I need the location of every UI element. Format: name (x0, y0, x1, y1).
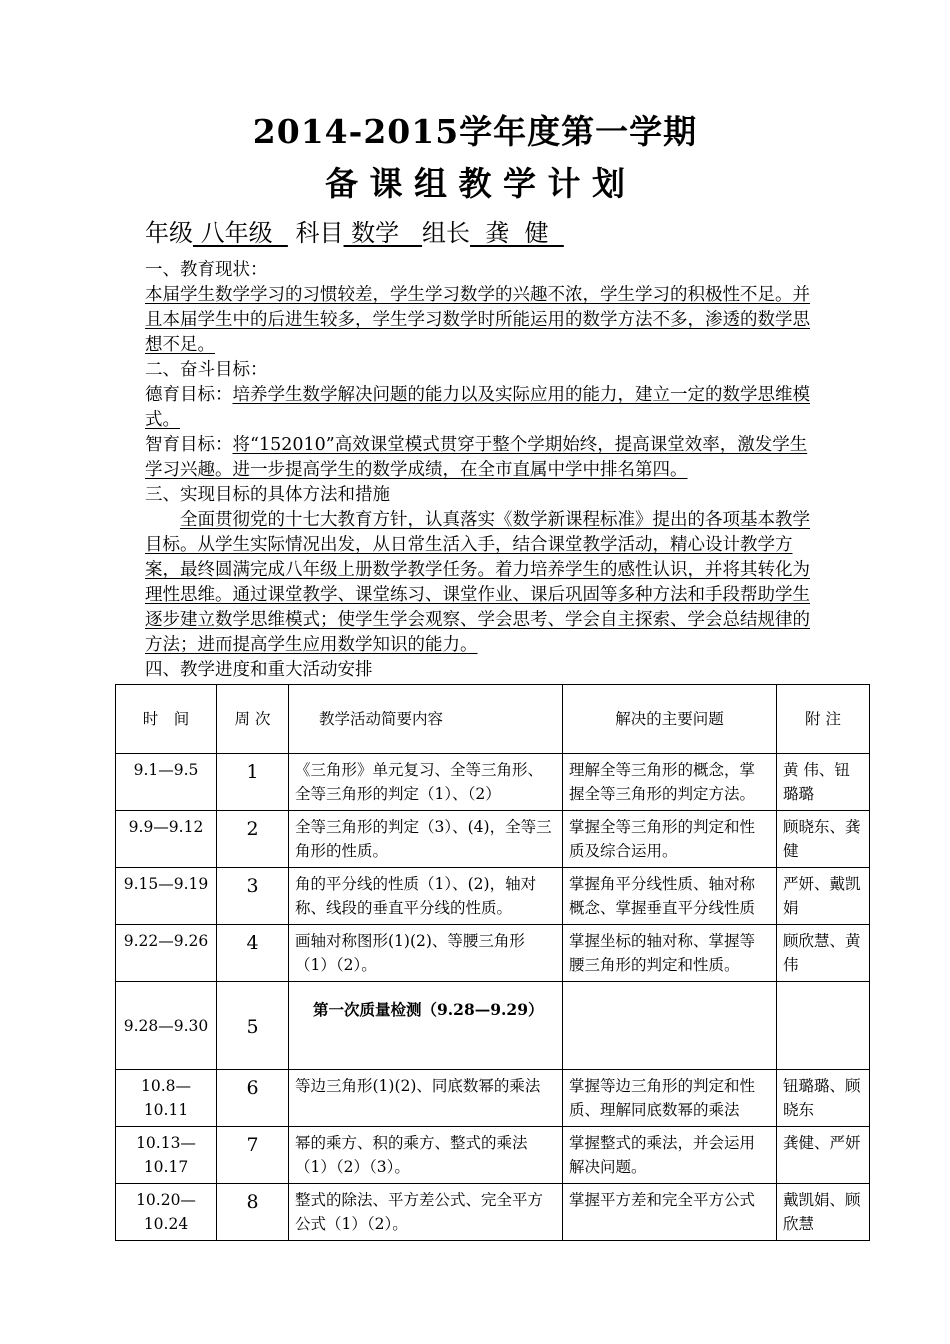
table-header-row (116, 685, 870, 754)
row-problem: 掌握等边三角形的判定和性质、理解同底数幂的乘法 (563, 1070, 777, 1127)
row-week: 2 (217, 811, 289, 868)
section-1-heading: 一、教育现状： (145, 260, 268, 280)
header-week: 周 次 (217, 685, 289, 754)
intel-goal-text: 将“152010”高效课堂模式贯穿于整个学期始终，提高课堂效率，激发学生学习兴趣。进一步提高学生的数学成绩，在全市直属中学中排名第四。 (145, 435, 808, 480)
leader-label: 组长 (422, 219, 471, 247)
table-row (116, 1184, 870, 1241)
section-3-heading: 三、实现目标的具体方法和措施 (145, 485, 390, 505)
document-subtitle: 备 课 组 教 学 计 划 (325, 164, 625, 203)
row-note (777, 982, 870, 1070)
row-note: 严妍、戴凯娟 (777, 868, 870, 925)
row-time: 10.20—10.24 (116, 1184, 217, 1241)
row-time: 10.13—10.17 (116, 1127, 217, 1184)
section-1-text: 本届学生数学学习的习惯较差，学生学习数学的兴趣不浓，学生学习的积极性不足。并且本届学生中的后进生较多，学生学习数学时所能运用的数学方法不多，渗透的数学思想不足。 (145, 285, 810, 355)
row-note: 钮璐璐、顾晓东 (777, 1070, 870, 1127)
row-content: 幂的乘方、积的乘方、整式的乘法（1）（2）（3）。 (289, 1127, 563, 1184)
table-row (116, 754, 870, 811)
document-title: 2014-2015学年度第一学期 (252, 112, 698, 151)
row-time: 9.15—9.19 (116, 868, 217, 925)
section-2 (145, 358, 810, 483)
row-problem (563, 982, 777, 1070)
header-time: 时 间 (116, 685, 217, 754)
row-week: 1 (217, 754, 289, 811)
row-time: 9.9—9.12 (116, 811, 217, 868)
row-content: 第一次质量检测（9.28—9.29） (289, 982, 563, 1070)
meta-line (145, 213, 564, 248)
row-content: 画轴对称图形(1)(2)、等腰三角形（1）（2）。 (289, 925, 563, 982)
moral-goal-label: 德育目标： (145, 385, 233, 405)
table-row (116, 1127, 870, 1184)
row-note: 戴凯娟、顾欣慧 (777, 1184, 870, 1241)
row-content: 等边三角形(1)(2)、同底数幂的乘法 (289, 1070, 563, 1127)
moral-goal-text: 培养学生数学解决问题的能力以及实际应用的能力，建立一定的数学思维模式。 (145, 385, 810, 430)
subject-label: 科目 (295, 219, 344, 247)
row-content: 整式的除法、平方差公式、完全平方公式（1）（2）。 (289, 1184, 563, 1241)
row-time: 9.28—9.30 (116, 982, 217, 1070)
table-row (116, 982, 870, 1070)
table-row (116, 925, 870, 982)
intel-goal (145, 433, 810, 483)
row-week: 5 (217, 982, 289, 1070)
row-week: 4 (217, 925, 289, 982)
table-row (116, 1070, 870, 1127)
header-problem: 解决的主要问题 (563, 685, 777, 754)
table-row (116, 868, 870, 925)
row-problem: 掌握角平分线性质、轴对称概念、掌握垂直平分线性质 (563, 868, 777, 925)
row-note: 顾晓东、龚健 (777, 811, 870, 868)
row-problem: 掌握全等三角形的判定和性质及综合运用。 (563, 811, 777, 868)
row-week: 3 (217, 868, 289, 925)
leader-value: 龚 健 (470, 219, 564, 247)
section-2-heading: 二、奋斗目标： (145, 360, 268, 380)
subject-value: 数学 (343, 219, 423, 247)
intel-goal-label: 智育目标： (145, 435, 233, 455)
row-content: 全等三角形的判定（3）、(4)，全等三角形的性质。 (289, 811, 563, 868)
section-1 (145, 258, 810, 358)
row-problem: 理解全等三角形的概念，掌握全等三角形的判定方法。 (563, 754, 777, 811)
row-week: 7 (217, 1127, 289, 1184)
row-time: 9.1—9.5 (116, 754, 217, 811)
row-content: 角的平分线的性质（1）、(2)，轴对称、线段的垂直平分线的性质。 (289, 868, 563, 925)
row-week: 6 (217, 1070, 289, 1127)
row-note: 龚健、严妍 (777, 1127, 870, 1184)
schedule-table (115, 684, 870, 1241)
row-problem: 掌握平方差和完全平方公式 (563, 1184, 777, 1241)
section-3 (145, 483, 810, 658)
row-note: 顾欣慧、黄伟 (777, 925, 870, 982)
row-time: 10.8—10.11 (116, 1070, 217, 1127)
moral-goal (145, 383, 810, 433)
grade-label: 年级 (145, 219, 193, 247)
section-4-heading: 四、教学进度和重大活动安排 (145, 660, 373, 680)
header-content: 教学活动简要内容 (289, 685, 563, 754)
row-content: 《三角形》单元复习、全等三角形、全等三角形的判定（1）、（2） (289, 754, 563, 811)
header-note: 附 注 (777, 685, 870, 754)
row-problem: 掌握坐标的轴对称、掌握等腰三角形的判定和性质。 (563, 925, 777, 982)
row-note: 黄 伟、钮璐璐 (777, 754, 870, 811)
grade-value: 八年级 (193, 219, 288, 247)
row-time: 9.22—9.26 (116, 925, 217, 982)
section-3-text: 全面贯彻党的十七大教育方针，认真落实《数学新课程标准》提出的各项基本教学目标。从学生实际情况出发，从日常生活入手，结合课堂教学活动，精心设计教学方案，最终圆满完成八年级上册数学教学任务。着力培养学生的感性认识，并将其转化为理性思维。通过课堂教学、课堂练习、课堂作业、课后巩固等多种方法和手段帮助学生逐步建立数学思维模式；使学生学会观察、学会思考、学会自主探索、学会总结规律的方法；进而提高学生应用数学知识的能力。 (145, 510, 810, 655)
row-week: 8 (217, 1184, 289, 1241)
row-problem: 掌握整式的乘法，并会运用解决问题。 (563, 1127, 777, 1184)
table-row (116, 811, 870, 868)
